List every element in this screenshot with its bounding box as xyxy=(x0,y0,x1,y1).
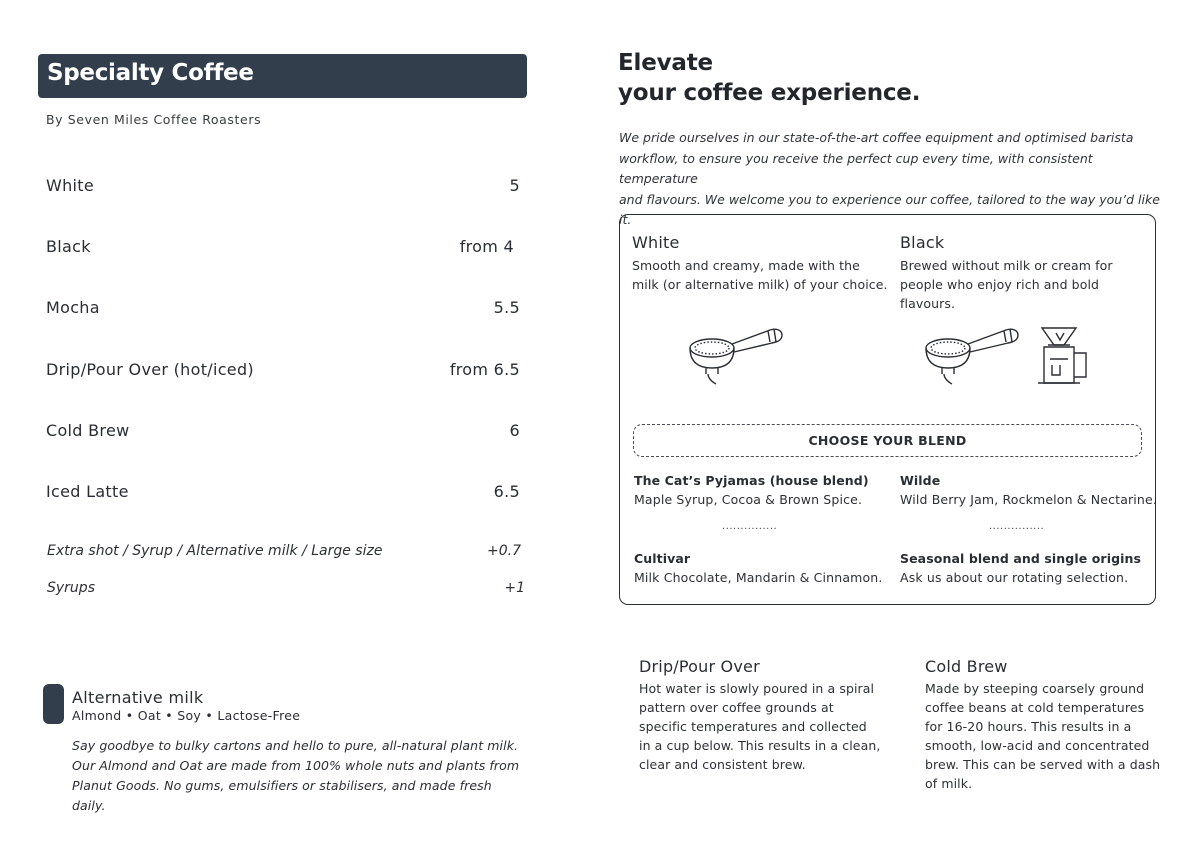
cold-brew-desc-line: coffee beans at cold temperatures xyxy=(925,700,1145,715)
blend-name: Seasonal blend and single origins xyxy=(900,551,1142,566)
black-desc-line: flavours. xyxy=(900,296,956,311)
alt-milk-marker xyxy=(43,684,64,724)
cold-brew-desc-line: of milk. xyxy=(925,776,973,791)
intro-line: workflow, to ensure you receive the perfect cup every time, with consistent temperature xyxy=(619,150,1093,186)
extra-item-name: Extra shot / Syrup / Alternative milk / Large size xyxy=(47,543,383,559)
cold-brew-title: Cold Brew xyxy=(925,657,1008,676)
white-desc-line: Smooth and creamy, made with the xyxy=(632,258,860,273)
alt-milk-desc-line: Planut Goods. No gums, emulsifiers or stabilisers, and made fresh daily. xyxy=(72,778,492,813)
menu-item-name: Drip/Pour Over (hot/iced) xyxy=(46,360,254,379)
cold-brew-desc-line: brew. This can be served with a dash xyxy=(925,757,1161,772)
drip-desc-line: specific temperatures and collected xyxy=(639,719,867,734)
portafilter-icon xyxy=(686,322,790,388)
menu-item-cold-brew xyxy=(46,421,520,445)
menu-item-iced-latte xyxy=(46,482,520,506)
blend-name: Cultivar xyxy=(634,551,691,566)
dotted-separator: ............... xyxy=(722,521,778,532)
menu-item-name: Iced Latte xyxy=(46,482,129,501)
menu-item-price: 6.5 xyxy=(493,482,520,501)
cold-brew-description xyxy=(925,679,1175,793)
white-desc-line: milk (or alternative milk) of your choice. xyxy=(632,277,888,292)
alt-milk-desc-line: Our Almond and Oat are made from 100% whole nuts and plants from xyxy=(72,758,520,773)
menu-item-name: White xyxy=(46,176,95,195)
black-title: Black xyxy=(900,233,945,252)
alt-milk-options: Almond • Oat • Soy • Lactose-Free xyxy=(72,708,301,723)
choose-blend-header: CHOOSE YOUR BLEND xyxy=(633,424,1142,457)
extra-item-name: Syrups xyxy=(47,580,95,596)
alt-milk-description xyxy=(72,736,522,816)
white-description xyxy=(632,256,892,294)
menu-item-price: 6 xyxy=(509,421,520,440)
cold-brew-desc-line: for 16-20 hours. This results in a xyxy=(925,719,1132,734)
alt-milk-desc-line: Say goodbye to bulky cartons and hello to pure, all-natural plant milk. xyxy=(72,738,519,753)
drip-title: Drip/Pour Over xyxy=(639,657,760,676)
page-headline xyxy=(618,48,920,108)
menu-title-bar xyxy=(38,54,527,98)
menu-item-name: Black xyxy=(46,237,91,256)
white-title: White xyxy=(632,233,680,252)
blend-notes: Milk Chocolate, Mandarin & Cinnamon. xyxy=(634,570,883,585)
drip-desc-line: Hot water is slowly poured in a spiral xyxy=(639,681,875,696)
menu-item-price: from 4 xyxy=(459,237,514,256)
menu-item-price: 5.5 xyxy=(493,298,520,317)
portafilter-icon xyxy=(922,322,1026,388)
black-desc-line: people who enjoy rich and bold xyxy=(900,277,1100,292)
black-desc-line: Brewed without milk or cream for xyxy=(900,258,1113,273)
blend-name: The Cat’s Pyjamas (house blend) xyxy=(634,473,869,488)
blend-notes: Maple Syrup, Cocoa & Brown Spice. xyxy=(634,492,863,507)
roaster-byline: By Seven Miles Coffee Roasters xyxy=(46,112,262,127)
drip-description xyxy=(639,679,889,774)
menu-item-drip xyxy=(46,360,520,384)
menu-item-white xyxy=(46,176,520,200)
blend-notes: Ask us about our rotating selection. xyxy=(900,570,1129,585)
blend-name: Wilde xyxy=(900,473,941,488)
menu-item-mocha xyxy=(46,298,520,322)
headline-line: Elevate xyxy=(618,50,713,76)
intro-line: We pride ourselves in our state-of-the-art coffee equipment and optimised barista xyxy=(619,130,1134,145)
cold-brew-desc-line: smooth, low-acid and concentrated xyxy=(925,738,1150,753)
menu-title: Specialty Coffee xyxy=(47,60,254,86)
black-description xyxy=(900,256,1140,313)
drip-desc-line: pattern over coffee grounds at xyxy=(639,700,834,715)
menu-item-black xyxy=(46,237,520,261)
extra-item-price: +0.7 xyxy=(487,543,521,559)
headline-line: your coffee experience. xyxy=(618,80,921,106)
menu-item-name: Mocha xyxy=(46,298,100,317)
pour-over-icon xyxy=(1034,325,1092,387)
menu-item-price: 5 xyxy=(509,176,520,195)
menu-item-name: Cold Brew xyxy=(46,421,130,440)
alt-milk-title: Alternative milk xyxy=(72,688,204,707)
menu-item-price: from 6.5 xyxy=(449,360,520,379)
drip-desc-line: clear and consistent brew. xyxy=(639,757,806,772)
extra-item-price: +1 xyxy=(504,580,525,596)
cold-brew-desc-line: Made by steeping coarsely ground xyxy=(925,681,1145,696)
dotted-separator: ............... xyxy=(989,521,1045,532)
blend-notes: Wild Berry Jam, Rockmelon & Nectarine. xyxy=(900,492,1157,507)
drip-desc-line: in a cup below. This results in a clean, xyxy=(639,738,881,753)
intro-line: and flavours. We welcome you to experience our coffee, tailored to the way you’d like it. xyxy=(619,191,1160,227)
